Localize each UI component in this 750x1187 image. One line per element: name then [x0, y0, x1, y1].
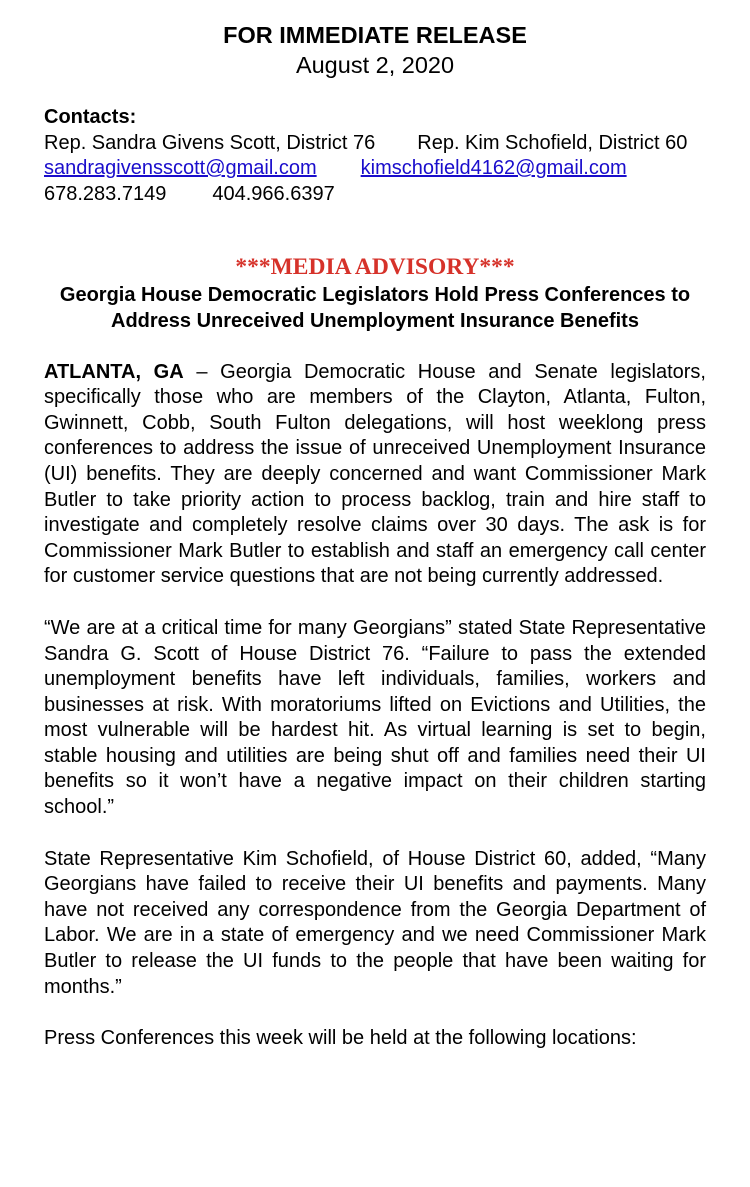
email-link-scott[interactable]: sandragivensscott@gmail.com — [44, 157, 317, 180]
contact-names-row — [44, 131, 706, 157]
contact-phones-row — [44, 182, 706, 208]
body-paragraph-1 — [44, 360, 706, 590]
advisory-headline: Georgia House Democratic Legislators Hold Press Conferences to Address Unreceived Unemployment Insurance Benefits — [59, 284, 691, 332]
contact-name-schofield: Rep. Kim Schofield, District 60 — [417, 131, 688, 154]
media-advisory-label: ***MEDIA ADVISORY*** — [235, 254, 515, 281]
phone-schofield: 404.966.6397 — [212, 182, 335, 205]
contacts-block — [44, 105, 706, 207]
dateline: ATLANTA, GA — [44, 360, 184, 383]
body-paragraph-3: State Representative Kim Schofield, of House District 60, added, “Many Georgians have failed to receive their UI benefits and payments. Many have not received any correspondence from the Georgia Department of Labor. We are in a state of emergency and we need Commissioner Mark Butler to release the UI funds to the people that have been waiting for months.” — [44, 847, 706, 998]
release-date: August 2, 2020 — [295, 52, 455, 78]
press-release-document — [44, 20, 706, 1052]
contact-emails-row — [44, 156, 706, 182]
body-paragraph-4: Press Conferences this week will be held at the following locations: — [44, 1027, 637, 1050]
contacts-label: Contacts: — [44, 106, 137, 128]
body-paragraph-2: “We are at a critical time for many Georgians” stated State Representative Sandra G. Scott of House District 76. “Failure to pass the extended unemployment benefits have left individuals, families, workers and businesses at risk. With moratoriums lifted on Evictions and Utilities, the most vulnerable will be hardest hit. As virtual learning is set to begin, stable housing and utilities are being shut off and families need their UI benefits so it won’t have a negative impact on their children starting school.” — [44, 616, 706, 819]
body-paragraph-1-text: – Georgia Democratic House and Senate legislators, specifically those who are members of the Clayton, Atlanta, Fulton, Gwinnett, Cobb, South Fulton delegations, will host weeklong press conferences to address the issue of unreceived Unemployment Insurance (UI) benefits. They are deeply concerned and want Commissioner Mark Butler to take priority action to process backlog, train and hire staff to investigate and completely resolve claims over 30 days. The ask is for Commissioner Mark Butler to establish and staff an emergency call center for customer service questions that are not being currently addressed. — [44, 360, 706, 588]
phone-scott: 678.283.7149 — [44, 182, 167, 205]
release-title: FOR IMMEDIATE RELEASE — [223, 22, 527, 48]
email-link-schofield[interactable]: kimschofield4162@gmail.com — [360, 157, 627, 180]
contact-name-scott: Rep. Sandra Givens Scott, District 76 — [44, 131, 376, 154]
